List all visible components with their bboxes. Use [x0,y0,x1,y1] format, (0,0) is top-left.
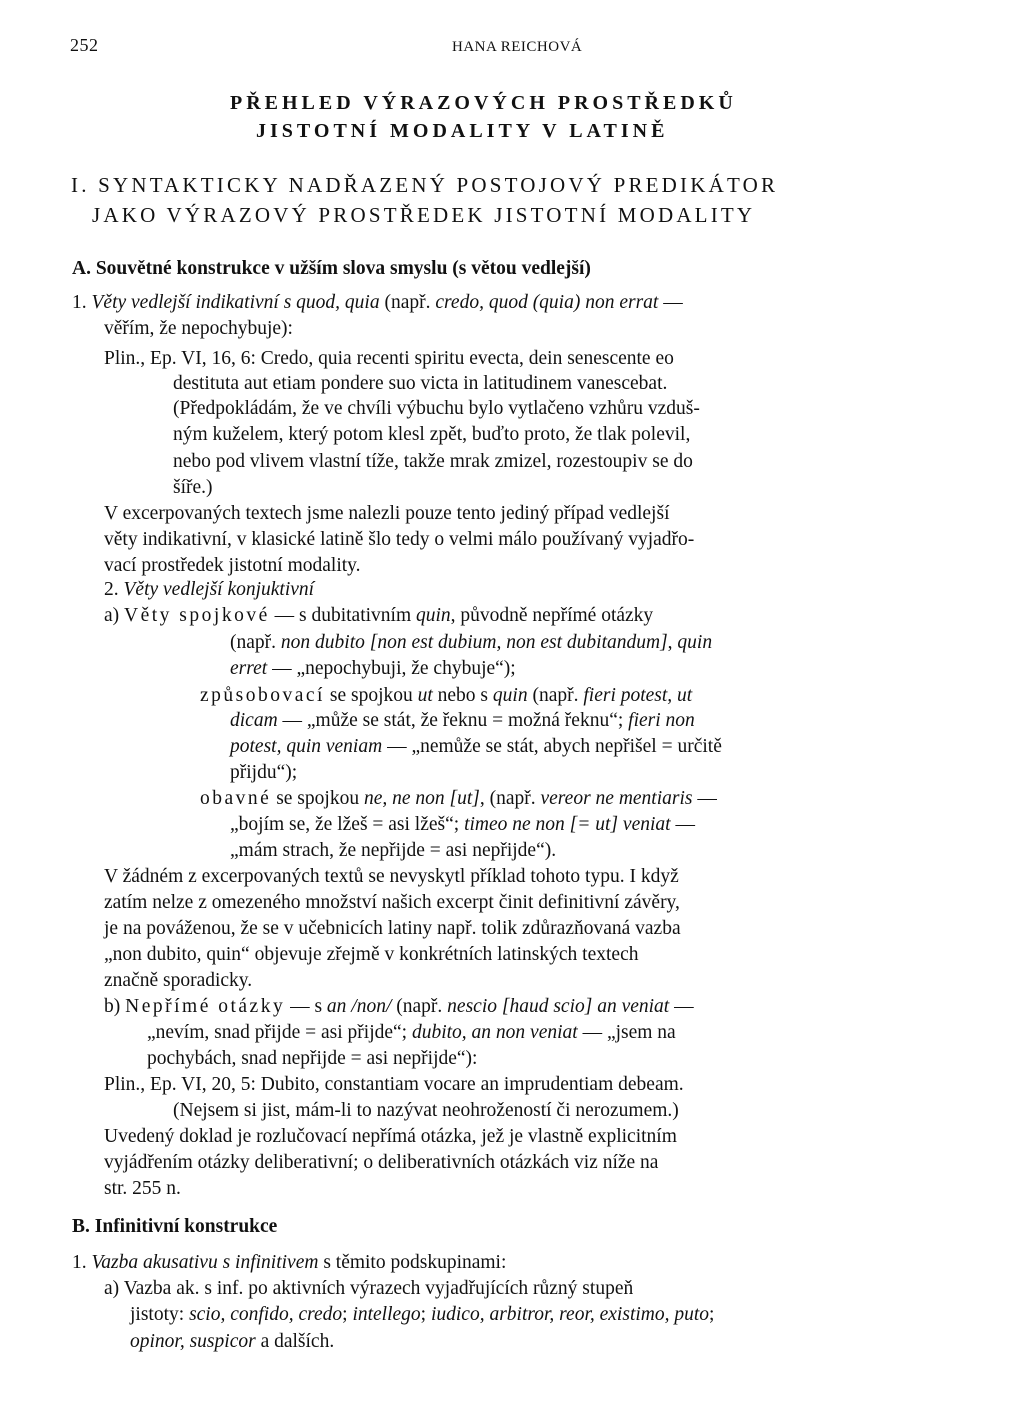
ob-ne: ne, ne non [ut] [363,788,480,809]
subsection-a-heading: A. Souvětné konstrukce v užším slova smyslu (s větou vedlejší) [72,258,591,279]
b-item-1-rest: s těmito podskupinami: [318,1252,507,1273]
b-line-3: pochybách, snad nepřijde = asi nepřijde“): [147,1048,478,1069]
a-quin: quin [415,605,451,626]
zp-ut: ut [417,685,433,706]
b-line-2 [147,1022,676,1044]
para-2-line-2: zatím nelze z omezeného množství našich excerpt činit definitivní závěry, [104,892,680,913]
para-2-line-4: „non dubito, quin“ objevuje zřejmě v konkrétních latinských textech [104,944,639,965]
b-a-l2-v1: scio, confido, credo [189,1304,343,1325]
quote-1-line-5: nebo pod vlivem vlastní tíže, takže mrak zmizel, rozestoupiv se do [173,451,693,472]
ob-line-3: „mám strach, že nepřijde = asi nepřijde“). [230,840,557,861]
a-line-3 [230,658,516,680]
para-2-line-1: V žádném z excerpovaných textů se nevyskytl příklad tohoto typu. I když [104,866,679,887]
a-text: — s dubitativním [269,605,416,626]
a-text-2: , původně nepřímé otázky [450,605,654,626]
para-1-line-2: věty indikativní, v klasické latině šlo tedy o velmi málo používaný vyjadřo- [104,529,695,550]
item-1-dash: — [663,292,683,313]
b-l2-text2: — „jsem na [577,1022,676,1043]
b-t2: (např. [391,996,448,1017]
zp-t2: nebo s [432,685,493,706]
page-number: 252 [70,35,99,55]
a-l3-text: — „nepochybuji, že chybuje“); [267,658,516,679]
b-l2-text: „nevím, snad přijde = asi přijde“; [147,1022,412,1043]
ob-line-2 [230,814,695,836]
item-1-example: credo, quod (quia) non errat [435,292,659,313]
ob-ex: vereor ne mentiaris [540,788,693,809]
item-2-title: Věty vedlejší konjuktivní [123,579,315,600]
b-a-l3-t: a dalších. [255,1331,335,1352]
b-t1: — s [285,996,327,1017]
item-1-line-2: věřím, že nepochybuje): [104,318,293,339]
subsection-b-heading: B. Infinitivní konstrukce [72,1216,278,1237]
running-head: HANA REICHOVÁ [452,39,583,55]
a-line-1 [104,605,653,627]
b-item-1-title: Vazba akusativu s infinitivem [91,1252,319,1273]
a-line-2 [230,632,712,654]
zp-t1: se spojkou [324,685,418,706]
b-a-l2-v2: intellego [352,1304,421,1325]
quote-1-line-6: šíře.) [173,477,213,498]
ob-t2: , (např. [479,788,541,809]
ob-l2-dash: — [670,814,695,835]
b-ex: nescio [haud scio] an veniat [447,996,670,1017]
b-a-l2-t2: ; [342,1304,353,1325]
zp-ex: fieri potest, ut [583,685,693,706]
quote-1-line-2: destituta aut etiam pondere suo victa in latitudinem vanescebat. [173,373,668,394]
quote-1-line-1: Plin., Ep. VI, 16, 6: Credo, quia recenti spiritu evecta, dein senescente eo [104,348,674,369]
ob-l2-text: „bojím se, že lžeš = asi lžeš“; [230,814,465,835]
zp-line-2 [230,710,695,732]
item-2 [104,579,314,601]
zp-l2-text: — „může se stát, že řeknu = možná řeknu“; [277,710,629,731]
a-label: a) [104,605,120,626]
b-a-l2-t4: ; [709,1304,715,1325]
b-a-l2-t3: ; [420,1304,431,1325]
quote-2-line-1: Plin., Ep. VI, 20, 5: Dubito, constantiam vocare an imprudentiam debeam. [104,1074,684,1095]
ob-line-1 [200,788,717,810]
quote-1-line-3: (Předpokládám, že ve chvíli výbuchu bylo vytlačeno vzhůru vzduš- [173,398,700,419]
zp-line-3 [230,736,722,758]
title-line-1: PŘEHLED VÝRAZOVÝCH PROSTŘEDKŮ [230,92,737,114]
a-term: Věty spojkové [124,605,270,626]
section-heading-line-2: JAKO VÝRAZOVÝ PROSTŘEDEK JISTOTNÍ MODALITY [92,203,756,227]
para-1-line-1: V excerpovaných textech jsme nalezli pouze tento jediný případ vedlejší [104,503,670,524]
b-an: an /non/ [326,996,392,1017]
ob-t1: se spojkou [271,788,364,809]
para-2-line-5: značně sporadicky. [104,970,253,991]
b-a-l2-v3: iudico, arbitror, reor, existimo, puto [430,1304,710,1325]
zp-line-1 [200,685,692,707]
quote-1-line-4: ným kuželem, který potom klesl zpět, buďto proto, že tlak polevil, [173,424,691,445]
para-3-line-2: vyjádřením otázky deliberativní; o deliberativních otázkách viz níže na [104,1152,659,1173]
b-term: Nepřímé otázky [125,996,286,1017]
zp-l3-ex: potest, quin veniam [230,736,383,757]
item-1-rest: (např. [384,292,431,313]
ob-dash: — [692,788,717,809]
zp-l2-ex: dicam [230,710,278,731]
para-1-line-3: vací prostředek jistotní modality. [104,555,361,576]
a-l2-ex: non dubito [non est dubium, non est dubitandum] [280,632,668,653]
b-a-label: a) [104,1278,120,1299]
zp-quin: quin [492,685,528,706]
para-3-line-1: Uvedený doklad je rozlučovací nepřímá otázka, jež je vlastně explicitním [104,1126,677,1147]
zp-l2-ex2: fieri non [628,710,695,731]
a-l2-comma: , [667,632,678,653]
item-1 [72,292,683,314]
para-3-line-3: str. 255 n. [104,1178,181,1199]
b-a-line-1 [104,1278,633,1300]
b-a-line-2 [130,1304,714,1326]
b-dash: — [669,996,694,1017]
b-a-l3-v: opinor, suspicor [130,1331,256,1352]
b-line-1 [104,996,694,1018]
zp-term: způsobovací [200,685,325,706]
item-1-num: 1. [72,292,87,313]
item-1-title: Věty vedlejší indikativní s quod, quia [91,292,380,313]
a-l2-quin: quin [677,632,713,653]
quote-2-line-2: (Nejsem si jist, mám-li to nazývat neohrožeností či nerozumem.) [173,1100,679,1121]
item-2-num: 2. [104,579,119,600]
zp-line-4: přijdu“); [230,762,298,783]
ob-term: obavné [200,788,272,809]
b-a-text: Vazba ak. s inf. po aktivních výrazech vyjadřujících různý stupeň [123,1278,634,1299]
b-item-1 [72,1252,506,1274]
ob-l2-ex: timeo ne non [= ut] veniat [464,814,671,835]
zp-l3-text: — „nemůže se stát, abych nepřišel = určitě [382,736,722,757]
zp-t3: (např. [527,685,584,706]
title-line-2: JISTOTNÍ MODALITY V LATINĚ [256,120,669,142]
a-l2-text: (např. [230,632,281,653]
a-l3-ex: erret [230,658,268,679]
para-2-line-3: je na pováženou, že se v učebnicích latiny např. tolik zdůrazňovaná vazba [104,918,681,939]
b-item-1-num: 1. [72,1252,87,1273]
b-label: b) [104,996,121,1017]
b-l2-ex: dubito, an non veniat [411,1022,578,1043]
b-a-line-3 [130,1331,334,1353]
b-a-l2-t1: jistoty: [130,1304,190,1325]
section-heading-line-1: I. SYNTAKTICKY NADŘAZENÝ POSTOJOVÝ PREDIKÁTOR [71,173,779,197]
